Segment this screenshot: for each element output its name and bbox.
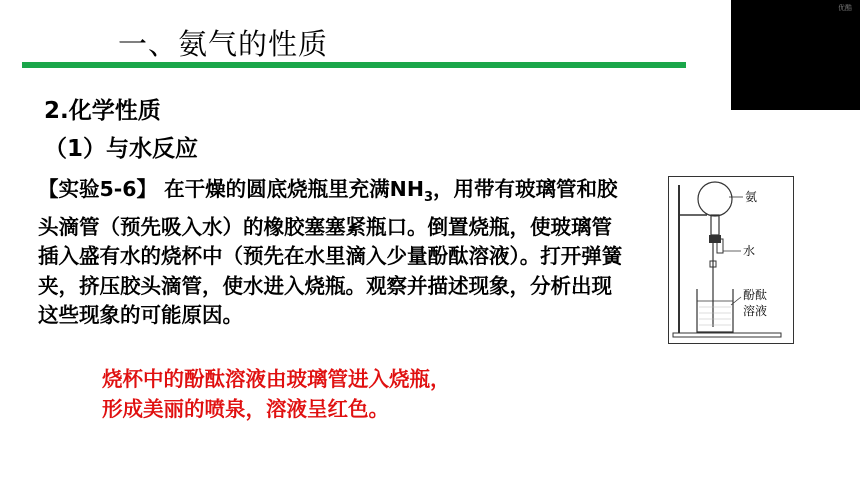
title-underline bbox=[22, 62, 686, 68]
label-ammonia: 氨 bbox=[745, 190, 758, 204]
experiment-label: 【实验5-6】 bbox=[38, 177, 158, 201]
watermark: 优酷 bbox=[838, 4, 852, 12]
label-solution-2: 溶液 bbox=[743, 304, 768, 318]
stand-base bbox=[673, 333, 781, 337]
formula-subscript: 3 bbox=[424, 190, 434, 206]
answer-line-1: 烧杯中的酚酞溶液由玻璃管进入烧瓶， bbox=[102, 367, 451, 391]
answer-text bbox=[102, 365, 451, 424]
section-heading: 2.化学性质 bbox=[44, 98, 161, 124]
experiment-text-start: 在干燥的圆底烧瓶里充满NH bbox=[157, 177, 424, 201]
fountain-apparatus-diagram bbox=[669, 177, 793, 343]
beaker bbox=[697, 289, 733, 332]
round-bottom-flask bbox=[698, 182, 732, 216]
flask-neck bbox=[711, 215, 719, 235]
label-water: 水 bbox=[743, 244, 756, 258]
video-overlay-box bbox=[731, 0, 860, 110]
experiment-text-end: ，用带有玻璃管和胶头滴管（预先吸入水）的橡胶塞塞紧瓶口。倒置烧瓶，使玻璃管插入盛有水的烧杯中（预先在水里滴入少量酚酞溶液）。打开弹簧夹，挤压胶头滴管，使水进入烧瓶。观察并描述现象，分析出现这些现象的可能原因。 bbox=[38, 177, 623, 328]
section-subheading: （1）与水反应 bbox=[44, 136, 199, 162]
apparatus-figure bbox=[668, 176, 794, 344]
answer-line-2: 形成美丽的喷泉，溶液呈红色。 bbox=[102, 396, 389, 421]
experiment-paragraph bbox=[38, 175, 623, 331]
page-title: 一、氨气的性质 bbox=[118, 27, 329, 61]
label-solution-1: 酚酞 bbox=[743, 288, 768, 302]
